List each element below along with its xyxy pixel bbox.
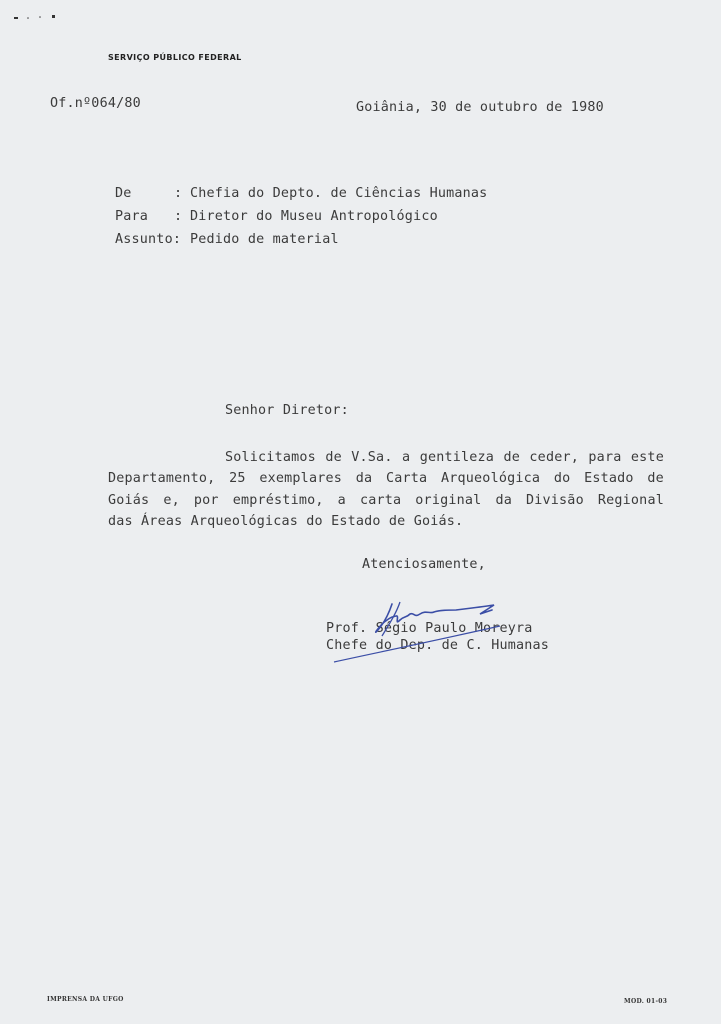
- footer-printer: IMPRENSA DA UFGO: [47, 996, 124, 1003]
- signatory-title: Chefe do Dep. de C. Humanas: [326, 638, 550, 653]
- field-value-to: Diretor do Museu Antropológico: [190, 209, 438, 224]
- body-line-4: das Áreas Arqueológicas do Estado de Goiás.: [108, 514, 464, 529]
- signatory-name: Prof. Ségio Paulo Moreyra: [326, 621, 533, 636]
- field-colon: :: [174, 186, 183, 201]
- letterhead-service: SERVIÇO PÚBLICO FEDERAL: [108, 53, 242, 62]
- corner-marks: [14, 12, 64, 22]
- field-label-subject: Assunto:: [115, 232, 182, 247]
- footer-model: MOD. 01-03: [624, 998, 668, 1005]
- field-label-to: Para: [115, 209, 149, 224]
- body-line-2: Departamento, 25 exemplares da Carta Arqueológica do Estado de: [108, 471, 664, 486]
- closing: Atenciosamente,: [362, 557, 486, 572]
- reference-number: Of.nº064/80: [50, 96, 141, 111]
- salutation: Senhor Diretor:: [225, 403, 349, 418]
- field-value-subject: Pedido de material: [190, 232, 339, 247]
- date-line: Goiânia, 30 de outubro de 1980: [356, 100, 604, 115]
- field-label-from: De: [115, 186, 132, 201]
- body-line-3: Goiás e, por empréstimo, a carta original da Divisão Regional: [108, 493, 664, 508]
- handwritten-signature: [330, 596, 505, 666]
- field-value-from: Chefia do Depto. de Ciências Humanas: [190, 186, 488, 201]
- field-colon: :: [174, 209, 183, 224]
- body-line-1: Solicitamos de V.Sa. a gentileza de ceder, para este: [225, 450, 664, 465]
